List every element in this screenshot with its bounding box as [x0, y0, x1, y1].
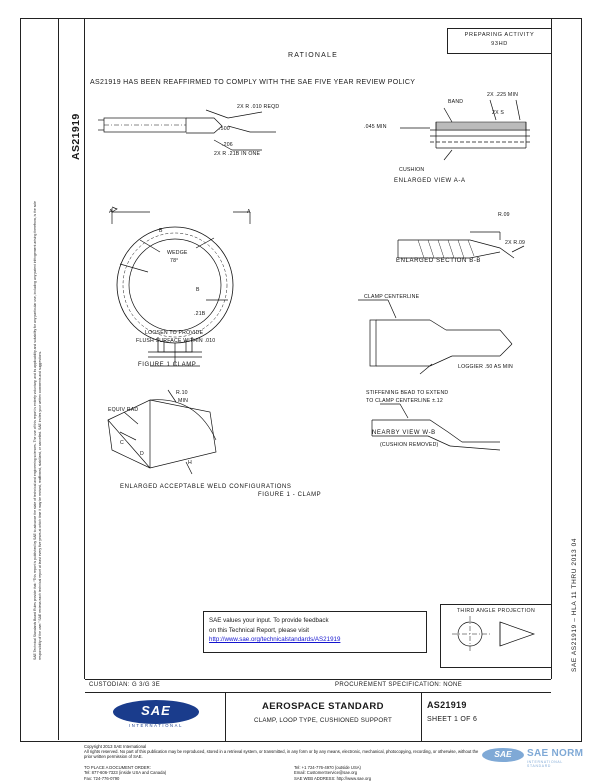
footer-tel1: Tel: 877-606-7323 (inside USA and Canada) — [84, 770, 167, 776]
clamp-centerline-label: CLAMP CENTERLINE — [364, 294, 420, 300]
dim-2xr-21b: 2X R .21B IN ONE — [214, 151, 261, 157]
dim-21b: .21B — [194, 311, 206, 317]
title-block-number-cell — [421, 692, 551, 741]
footer-contact-left — [84, 765, 294, 781]
section-letter-a-left: A — [109, 209, 113, 215]
dim-225-min: 2X .225 MIN — [487, 92, 519, 98]
sheet-number: SHEET 1 OF 6 — [427, 716, 478, 723]
section-letter-a-right: A — [247, 209, 251, 215]
stiffening-bead-note2: TO CLAMP CENTERLINE ±.12 — [366, 398, 443, 404]
feedback-link[interactable]: http://www.sae.org/technicalstandards/AS21919 — [209, 636, 341, 643]
title-block — [85, 679, 551, 741]
feedback-line1: SAE values your input. To provide feedback — [209, 617, 329, 624]
weld-r10: R.10 — [176, 390, 188, 396]
weld-config-label: ENLARGED ACCEPTABLE WELD CONFIGURATIONS — [120, 484, 292, 490]
footer-rights: All rights reserved. No part of this publication may be reproduced, stored in a retrieval system, or transmitted, in any form or by any means, electronic, mechanical, photocopying, recording, or otherwise, without the prior written permission of SAE. — [84, 749, 479, 760]
sae-norm-watermark — [482, 748, 586, 770]
weld-eqv-rad: EQUIV RAD — [108, 407, 139, 413]
rationale-text: AS21919 HAS BEEN REAFFIRMED TO COMPLY WITH THE SAE FIVE YEAR REVIEW POLICY — [90, 79, 416, 86]
standard-title: AEROSPACE STANDARD — [262, 701, 384, 712]
title-block-title-cell — [225, 692, 422, 741]
wedge-angle: 78° — [170, 258, 179, 264]
third-angle-projection-box — [440, 604, 552, 668]
weld-h: H — [188, 460, 192, 466]
procurement-spec-text: PROCUREMENT SPECIFICATION: NONE — [335, 682, 463, 688]
dim-2xr-required: 2X R .010 REQD — [237, 104, 280, 110]
title-block-logo-cell — [85, 692, 226, 741]
preparing-activity-code: 93HD — [491, 41, 508, 47]
footer-web-label: SAE WEB ADDRESS: — [294, 775, 336, 781]
dim-500: .500 — [219, 126, 230, 132]
sae-logo-subtext: INTERNATIONAL — [129, 723, 183, 728]
footer-web — [294, 776, 524, 781]
wedge-label: WEDGE — [167, 250, 188, 256]
dim-2xr09: 2X R.09 — [505, 240, 526, 246]
stiffening-bead-note1: STIFFENING BEAD TO EXTEND — [366, 390, 449, 396]
dim-r09: R.09 — [498, 212, 510, 218]
loggier-label: LOGGIER .50 AS MIN — [458, 364, 513, 370]
footer-copyright: Copyright 2013 SAE International — [84, 744, 147, 749]
figure1-top-label: FIGURE 1 CLAMP — [138, 362, 197, 368]
view-wb-note: (CUSHION REMOVED) — [380, 442, 439, 448]
sae-logo-text: SAE — [141, 703, 171, 718]
watermark-subtext: INTERNATIONAL STANDARD — [527, 760, 563, 768]
vertical-legal-text: SAE Technical Standards Board Rules provide that: “This report is published by SAE to advance the state of technical and engineering sciences. The use of this report is entirely voluntary, and its applicability and suitability for any particular use, including any patent infringement arising therefrom, is the sole responsibility of the user.” SAE reviews each technical report at least every five years at which time it may be revised, reaffirmed, stabilized, or cancelled. SAE invites your written comments and suggestions. — [33, 201, 43, 660]
preparing-activity-label: PREPARING ACTIVITY — [464, 32, 535, 38]
footer-copyright-block — [84, 744, 484, 760]
section-letter-b-bottom: B — [196, 287, 200, 293]
watermark-logo-text: SAE — [494, 749, 512, 759]
third-angle-projection-label: THIRD ANGLE PROJECTION — [456, 608, 536, 614]
footer-email: Email: CustomerService@sae.org — [294, 770, 358, 776]
feedback-line2: on this Technical Report, please visit — [209, 626, 309, 634]
weld-c: C — [120, 440, 124, 446]
section-bb-label: ENLARGED SECTION B-B — [396, 258, 482, 264]
document-number: AS21919 — [427, 700, 467, 710]
enlarged-view-label: ENLARGED VIEW A-A — [394, 178, 466, 184]
dim-2xs: 2X S — [492, 110, 505, 116]
loosen-note1: LOOSEN TO PROVIDE — [145, 330, 204, 336]
footer-tel2: Tel: +1 724-776-4970 (outside USA) — [294, 765, 361, 770]
dim-045-min: .045 MIN — [364, 124, 387, 130]
rationale-heading: RATIONALE — [288, 52, 338, 59]
standard-subtitle: CLAMP, LOOP TYPE, CUSHIONED SUPPORT — [254, 717, 392, 724]
footer-web-url[interactable]: http://www.sae.org — [336, 775, 372, 781]
section-letter-b-top: B — [159, 228, 163, 234]
preparing-activity-box — [447, 28, 552, 54]
view-wb-label: NEARBY VIEW W-B — [372, 430, 436, 436]
dim-206: .206 — [222, 142, 233, 148]
figure1-bottom-label: FIGURE 1 - CLAMP — [258, 492, 322, 498]
loosen-note2: FLUSH SURFACE WITHIN .010 — [136, 338, 216, 344]
vertical-right-margin-text: SAE AS21919 – HLA 11 THRU 2013 04 — [571, 537, 578, 672]
weld-min: MIN — [178, 398, 189, 404]
band-label: BAND — [448, 99, 464, 105]
watermark-name: SAE NORM — [527, 748, 584, 759]
cushion-label: CUSHION — [399, 167, 425, 173]
feedback-box — [203, 611, 427, 653]
custodian-text: CUSTODIAN: G 3/G 3E — [89, 682, 161, 688]
weld-d: D — [140, 451, 144, 457]
sae-logo — [113, 700, 199, 730]
vertical-document-number: AS21919 — [70, 113, 82, 160]
footer-order-label: TO PLACE A DOCUMENT ORDER: — [84, 765, 151, 770]
footer-fax: Fax: 724-776-0790 — [84, 775, 120, 781]
